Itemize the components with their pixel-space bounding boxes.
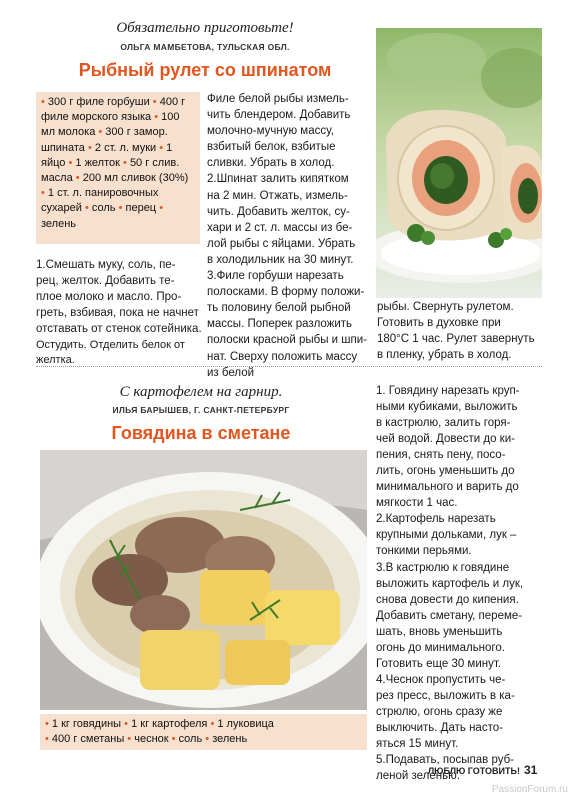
ingredient-item: • 1 луковица (210, 718, 274, 730)
ingredient-item: • зелень (41, 202, 164, 230)
ingredient-item: • 200 мл сливок (30%) (75, 172, 189, 185)
recipe1-title: Рыбный рулет со шпинатом (78, 60, 332, 80)
ingredient-item: • 1 кг картофеля (124, 718, 208, 730)
recipe2-ingredients (40, 714, 367, 750)
recipe2-steps: 1. Говядину нарезать круп- ными кубиками, выложить в кастрюлю, залить горя- чей водой. Довести до ки- пения, снять пену, посо- лить, огонь уменьшить до минимального и варить до мягкости 1 час. 2.Картофель нарезать крупными дольками, лук – тонкими перьями. 3.В кастрюлю к говядине выложить картофель и лук, снова довести до кипения. Добавить сметану, переме- шать, вновь уменьшить огонь до минимального. Готовить еще 30 минут. 4.Чеснок пропустить че- рез пресс, выложить в ка- стрюлю, огонь сразу же выключить. Дать насто- яться 15 минут. 5.Подавать, посыпав руб- леной зеленью. (376, 385, 524, 783)
ingredient-item: • чеснок (127, 733, 169, 745)
ingredient-item: • 300 г замор. шпината (41, 126, 168, 154)
recipe1-column3: рыбы. Свернуть рулетом. Готовить в духовке при 180°С 1 час. Рулет завернуть в пленку, убрать в холод. (377, 301, 535, 361)
recipe2-title: Говядина в сметане (111, 423, 291, 443)
magazine-name: ЛЮБЛЮ ГОТОВИТЬ! (427, 766, 520, 776)
ingredient-item: • 400 г филе морского языка (41, 96, 186, 124)
ingredient-item: • 1 кг говядины (45, 718, 122, 730)
beef-stew-photo (40, 450, 367, 710)
section-divider (36, 366, 542, 367)
ingredient-item: • 2 ст. л. муки (87, 141, 157, 154)
recipe2-kicker: С картофелем на гарнир. (119, 384, 283, 400)
fish-roll-photo (376, 28, 542, 298)
ingredient-item: • 400 г сметаны (45, 733, 125, 745)
ingredient-item: • 1 желток (68, 156, 120, 169)
ingredient-item: • соль (171, 733, 203, 745)
ingredient-item: • 1 яйцо (41, 141, 173, 169)
beef-stew-illustration (40, 450, 367, 710)
recipe1-step1: 1.Смешать муку, соль, пе- рец, желток. Добавить те- плое молоко и масло. Про- греть, взбивая, пока не начнет отставать от стенок сотейника. Остудить. Отделить белок от желтка. (36, 259, 202, 366)
recipe2-author: ИЛЬЯ БАРЫШЕВ, Г. САНКТ-ПЕТЕРБУРГ (112, 405, 290, 415)
ingredient-item: • 50 г слив. масла (41, 156, 180, 185)
ingredient-item: • зелень (205, 733, 248, 745)
recipe1-column2: Филе белой рыбы измель- чить блендером. Добавить молочно-мучную массу, взбитый белок, взбитые сливки. Убрать в холод. 2.Шпинат залить кипятком на 2 мин. Отжать, измель- чить. Добавить желток, су- хари и 2 ст. л. массы из бе- лой рыбы с яйцами. Убрать в холодильник на 30 минут. 3.Филе горбуши нарезать полосками. В форму положи- ть половину белой рыбной массы. Поперек разложить полоски красной рыбы и шпи- нат. Сверху положить массу из белой (207, 93, 367, 379)
recipe1-ingredients (36, 92, 200, 244)
recipe1-author: ОЛЬГА МАМБЕТОВА, ТУЛЬСКАЯ ОБЛ. (120, 42, 290, 52)
ingredient-item: • перец (118, 202, 157, 215)
ingredient-item: • 300 г филе горбуши (41, 96, 150, 108)
watermark: PassionForum.ru (491, 784, 568, 795)
fish-roll-illustration (376, 28, 542, 298)
ingredient-item: • соль (84, 202, 116, 215)
recipe1-kicker: Обязательно приготовьте! (116, 20, 294, 36)
ingredient-item: • 1 ст. л. панировочных сухарей (41, 187, 159, 215)
ingredient-item: • 100 мл молока (41, 111, 180, 139)
page-number: 31 (524, 763, 538, 777)
